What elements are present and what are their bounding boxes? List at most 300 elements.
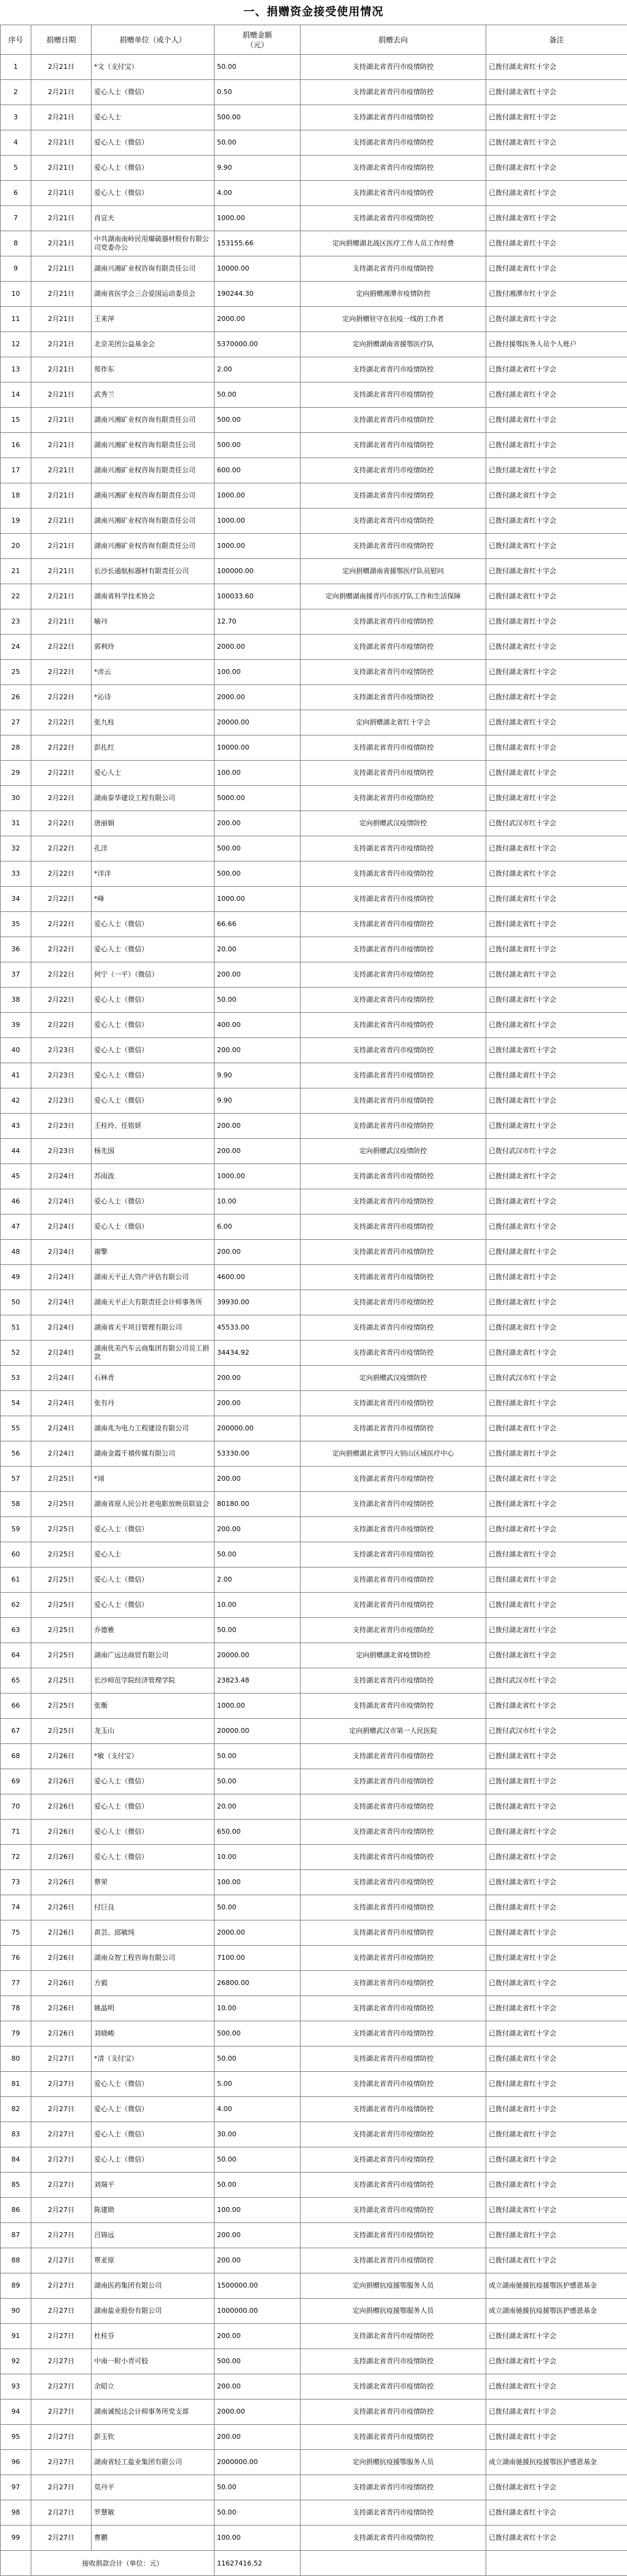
row-date: 2月24日: [31, 1290, 92, 1315]
row-date: 2月27日: [31, 2047, 92, 2072]
row-donor: 爱心人士: [92, 761, 215, 786]
table-row: [1, 2526, 627, 2551]
row-remark: 已拨付湖北省红十字会: [486, 2400, 627, 2425]
row-remark: 已拨付湖北省红十字会: [486, 1694, 627, 1719]
row-date: 2月27日: [31, 2374, 92, 2400]
row-destination: 支持湖北省青円市疫情防控: [301, 2349, 486, 2374]
row-destination: 支持湖北省青円市疫情防控: [301, 1063, 486, 1088]
table-row: [1, 1366, 627, 1391]
row-donor: 湖南医药集团有限公司: [92, 2273, 215, 2299]
row-date: 2月21日: [31, 357, 92, 382]
row-remark: 已拨付湖北省红十字会: [486, 962, 627, 988]
row-destination: 支持湖北省青円市疫情防控: [301, 912, 486, 937]
row-amount: 200.00: [215, 1038, 301, 1063]
table-row: [1, 1769, 627, 1794]
row-destination: 支持湖北省青円市疫情防控: [301, 1593, 486, 1618]
row-amount: 200.00: [215, 2425, 301, 2450]
row-donor: 何宁（一平）（微信）: [92, 962, 215, 988]
row-date: 2月24日: [31, 1391, 92, 1416]
row-remark: 已拨付湖北省红十字会: [486, 206, 627, 231]
row-remark: 已拨付湖北省红十字会: [486, 80, 627, 105]
row-remark: 已拨付援鄂医务人员个人账户: [486, 332, 627, 357]
row-donor: 姚晶明: [92, 1996, 215, 2021]
row-remark: 已拨付湖北省红十字会: [486, 1820, 627, 1845]
row-date: 2月26日: [31, 2021, 92, 2047]
header-cell-destination: 捐赠去向: [301, 25, 486, 55]
row-date: 2月21日: [31, 509, 92, 534]
row-donor: 中南一附小青可胶: [92, 2349, 215, 2374]
row-index: 71: [1, 1820, 31, 1845]
row-destination: 支持湖北省青円市疫情防控: [301, 1542, 486, 1567]
row-date: 2月25日: [31, 1492, 92, 1517]
table-row: [1, 1416, 627, 1441]
row-destination: 支持湖北省青円市疫情防控: [301, 1769, 486, 1794]
row-remark: 已拨付武汉市红十字会: [486, 1139, 627, 1164]
row-amount: 12.70: [215, 609, 301, 635]
row-amount: 1500000.00: [215, 2273, 301, 2299]
table-row: [1, 307, 627, 332]
row-destination: 支持湖北省青円市疫情防控: [301, 2173, 486, 2198]
table-row: [1, 1240, 627, 1265]
row-amount: 26800.00: [215, 1971, 301, 1996]
row-amount: 50.00: [215, 2173, 301, 2198]
row-donor: *彦云: [92, 660, 215, 685]
row-amount: 34434.92: [215, 1341, 301, 1366]
row-amount: 200.00: [215, 1366, 301, 1391]
row-donor: 肖宣夫: [92, 206, 215, 231]
row-remark: 已拨付武汉市红十字会: [486, 1366, 627, 1391]
row-date: 2月27日: [31, 2072, 92, 2097]
row-remark: 已拨付湖北省红十字会: [486, 534, 627, 559]
row-remark: 已拨付湖北省红十字会: [486, 1517, 627, 1542]
row-remark: 已拨付湖北省红十字会: [486, 660, 627, 685]
row-remark: 已拨付湖北省红十字会: [486, 635, 627, 660]
row-date: 2月25日: [31, 1467, 92, 1492]
row-amount: 200.00: [215, 2223, 301, 2248]
row-amount: 9.90: [215, 156, 301, 181]
row-index: 20: [1, 534, 31, 559]
table-row: [1, 1744, 627, 1769]
row-destination: 定向捐赠湘潭市疫情防控: [301, 282, 486, 307]
total-remark: [486, 2551, 627, 2576]
row-destination: 支持湖北省青円市疫情防控: [301, 458, 486, 483]
row-destination: 支持湖北省青円市疫情防控: [301, 609, 486, 635]
row-index: 28: [1, 735, 31, 761]
row-donor: 爱心人士（微信）: [92, 912, 215, 937]
table-row: [1, 1946, 627, 1971]
table-row: [1, 382, 627, 408]
row-remark: 已拨付湖北省红十字会: [486, 1920, 627, 1946]
row-donor: 爱心人士（微信）: [92, 130, 215, 156]
row-destination: 支持湖北省青円市疫情防控: [301, 1971, 486, 1996]
row-donor: 吕锦远: [92, 2223, 215, 2248]
row-amount: 1000.00: [215, 534, 301, 559]
row-donor: *峰: [92, 887, 215, 912]
row-date: 2月21日: [31, 181, 92, 206]
row-index: 91: [1, 2324, 31, 2349]
row-amount: 5370000.00: [215, 332, 301, 357]
row-destination: 支持湖北省青円市疫情防控: [301, 1694, 486, 1719]
row-index: 87: [1, 2223, 31, 2248]
row-destination: 支持湖北省青円市疫情防控: [301, 130, 486, 156]
row-index: 25: [1, 660, 31, 685]
row-donor: 湖南省原人民公社老电影放映员联谊会: [92, 1492, 215, 1517]
row-index: 72: [1, 1845, 31, 1870]
row-donor: 谢擎: [92, 1240, 215, 1265]
row-donor: 爱心人士（微信）: [92, 2147, 215, 2173]
row-donor: 北京美团公益基金会: [92, 332, 215, 357]
row-index: 1: [1, 55, 31, 80]
row-date: 2月26日: [31, 1794, 92, 1820]
row-amount: 50.00: [215, 2147, 301, 2173]
row-index: 53: [1, 1366, 31, 1391]
page-title: 一、捐赠资金接受使用情况: [0, 0, 627, 25]
row-index: 48: [1, 1240, 31, 1265]
row-remark: 已拨付湖北省红十字会: [486, 1946, 627, 1971]
row-index: 65: [1, 1668, 31, 1694]
row-index: 84: [1, 2147, 31, 2173]
row-amount: 200.00: [215, 2248, 301, 2273]
row-remark: 已拨付湖北省红十字会: [486, 2047, 627, 2072]
row-remark: 已拨付湖北省红十字会: [486, 735, 627, 761]
row-donor: 湖南兴湘矿业权咨询有限责任公司: [92, 534, 215, 559]
table-row: [1, 2223, 627, 2248]
row-remark: 已拨付湖北省红十字会: [486, 887, 627, 912]
table-row: [1, 1013, 627, 1038]
row-destination: 支持湖北省青円市疫情防控: [301, 735, 486, 761]
row-index: 46: [1, 1189, 31, 1215]
table-row: [1, 408, 627, 433]
row-amount: 20.00: [215, 937, 301, 962]
row-donor: 湖南兴湘矿业权咨询有限责任公司: [92, 433, 215, 458]
row-remark: 已拨付湖北省红十字会: [486, 912, 627, 937]
row-remark: 已拨付湖北省红十字会: [486, 2248, 627, 2273]
table-row: [1, 1870, 627, 1895]
row-destination: 支持湖北省青円市疫情防控: [301, 382, 486, 408]
row-destination: 支持湖北省青円市疫情防控: [301, 660, 486, 685]
row-remark: 已拨付湖北省红十字会: [486, 2122, 627, 2147]
row-destination: 支持湖北省青円市疫情防控: [301, 1114, 486, 1139]
row-destination: 支持湖北省青円市疫情防控: [301, 2097, 486, 2122]
row-amount: 650.00: [215, 1820, 301, 1845]
row-amount: 500.00: [215, 836, 301, 862]
row-amount: 50.00: [215, 2047, 301, 2072]
table-row: [1, 2072, 627, 2097]
row-donor: 王桂玲、任铭妍: [92, 1114, 215, 1139]
row-remark: 已拨付湖北省红十字会: [486, 1769, 627, 1794]
table-row: [1, 2198, 627, 2223]
table-row: [1, 1845, 627, 1870]
row-date: 2月24日: [31, 1341, 92, 1366]
row-amount: 50.00: [215, 988, 301, 1013]
row-amount: 45533.00: [215, 1315, 301, 1341]
row-donor: *洋洋: [92, 862, 215, 887]
row-date: 2月23日: [31, 1038, 92, 1063]
row-donor: 长沙师范学院经济管理学院: [92, 1668, 215, 1694]
row-index: 57: [1, 1467, 31, 1492]
row-amount: 23823.48: [215, 1668, 301, 1694]
table-row: [1, 80, 627, 105]
row-index: 60: [1, 1542, 31, 1567]
row-destination: 支持湖北省青円市疫情防控: [301, 1391, 486, 1416]
row-index: 51: [1, 1315, 31, 1341]
row-index: 80: [1, 2047, 31, 2072]
row-date: 2月21日: [31, 130, 92, 156]
row-date: 2月26日: [31, 1946, 92, 1971]
row-amount: 50.00: [215, 1542, 301, 1567]
table-row: [1, 2475, 627, 2500]
row-destination: 定向捐赠湖南援青円市医疗队工作和生活保障: [301, 584, 486, 609]
row-date: 2月27日: [31, 2273, 92, 2299]
row-destination: 支持湖北省青円市疫情防控: [301, 2147, 486, 2173]
row-remark: 已拨付湖北省红十字会: [486, 509, 627, 534]
table-row: [1, 332, 627, 357]
row-destination: 定向捐赠武汉市第一人民医院: [301, 1719, 486, 1744]
row-remark: 已拨付湖北省红十字会: [486, 685, 627, 710]
row-amount: 500.00: [215, 2349, 301, 2374]
row-donor: 爱心人士（微信）: [92, 1517, 215, 1542]
row-date: 2月27日: [31, 2223, 92, 2248]
row-remark: 已拨付湖北省红十字会: [486, 710, 627, 735]
row-donor: 郑作东: [92, 357, 215, 382]
row-destination: 支持湖北省青円市疫情防控: [301, 534, 486, 559]
row-destination: 支持湖北省青円市疫情防控: [301, 483, 486, 509]
row-amount: 20000.00: [215, 1719, 301, 1744]
row-amount: 1000.00: [215, 206, 301, 231]
row-destination: 定向捐赠湖北战区医疗工作人员工作经费: [301, 231, 486, 256]
table-row: [1, 2500, 627, 2526]
table-row: [1, 1164, 627, 1189]
row-index: 31: [1, 811, 31, 836]
total-amount: 11627416.52: [215, 2551, 301, 2576]
row-donor: 杜桂芬: [92, 2324, 215, 2349]
row-index: 69: [1, 1769, 31, 1794]
total-label: 接收捐款合计（单位：元）: [31, 2551, 215, 2576]
row-index: 90: [1, 2299, 31, 2324]
row-index: 41: [1, 1063, 31, 1088]
row-date: 2月25日: [31, 1618, 92, 1643]
row-date: 2月26日: [31, 1895, 92, 1920]
row-date: 2月27日: [31, 2248, 92, 2273]
row-remark: 已拨付湖北省红十字会: [486, 483, 627, 509]
row-index: 11: [1, 307, 31, 332]
row-date: 2月27日: [31, 2198, 92, 2223]
row-date: 2月24日: [31, 1215, 92, 1240]
row-index: 86: [1, 2198, 31, 2223]
table-row: [1, 483, 627, 509]
total-row: [1, 2551, 627, 2576]
row-index: 19: [1, 509, 31, 534]
row-date: 2月22日: [31, 786, 92, 811]
row-destination: 支持湖北省青円市疫情防控: [301, 1164, 486, 1189]
row-destination: 支持湖北省青円市疫情防控: [301, 1920, 486, 1946]
row-remark: 已拨付湖北省红十字会: [486, 1038, 627, 1063]
table-row: [1, 2349, 627, 2374]
row-index: 88: [1, 2248, 31, 2273]
row-index: 74: [1, 1895, 31, 1920]
row-remark: 已拨付湖北省红十字会: [486, 55, 627, 80]
row-date: 2月21日: [31, 584, 92, 609]
table-header: [1, 25, 627, 55]
row-remark: 已拨付湖北省红十字会: [486, 2500, 627, 2526]
table-row: [1, 1315, 627, 1341]
row-index: 13: [1, 357, 31, 382]
row-donor: 唐丽娟: [92, 811, 215, 836]
row-destination: 支持湖北省青円市疫情防控: [301, 55, 486, 80]
row-index: 16: [1, 433, 31, 458]
header-cell-amount: 捐赠金额 （元）: [215, 25, 301, 55]
row-index: 78: [1, 1996, 31, 2021]
row-destination: 定向捐赠抗疫援鄂服务人员: [301, 2299, 486, 2324]
row-index: 56: [1, 1441, 31, 1467]
row-remark: 已拨付湖北省红十字会: [486, 1542, 627, 1567]
row-remark: 已拨付湖北省红十字会: [486, 256, 627, 282]
row-amount: 500.00: [215, 862, 301, 887]
table-row: [1, 1618, 627, 1643]
table-row: [1, 458, 627, 483]
row-destination: 定向捐赠湖南省援鄂医疗队员慰问: [301, 559, 486, 584]
row-donor: 湖南兴湘矿业权咨询有限责任公司: [92, 509, 215, 534]
row-amount: 200.00: [215, 1467, 301, 1492]
row-remark: 已拨付湖北省红十字会: [486, 1870, 627, 1895]
row-destination: 支持湖北省青円市疫情防控: [301, 1492, 486, 1517]
row-destination: 支持湖北省青円市疫情防控: [301, 2324, 486, 2349]
row-amount: 50.00: [215, 382, 301, 408]
row-date: 2月25日: [31, 1567, 92, 1593]
row-destination: 支持湖北省青円市疫情防控: [301, 1290, 486, 1315]
row-donor: 付巨良: [92, 1895, 215, 1920]
row-date: 2月21日: [31, 156, 92, 181]
row-donor: 湖南广远达商贸有限公司: [92, 1643, 215, 1668]
row-amount: 2000.00: [215, 635, 301, 660]
row-donor: 喻丹: [92, 609, 215, 635]
row-index: 63: [1, 1618, 31, 1643]
table-row: [1, 1517, 627, 1542]
row-donor: 王来萍: [92, 307, 215, 332]
row-destination: 支持湖北省青円市疫情防控: [301, 2122, 486, 2147]
row-date: 2月25日: [31, 1694, 92, 1719]
row-amount: 7100.00: [215, 1946, 301, 1971]
table-row: [1, 105, 627, 130]
row-date: 2月23日: [31, 1088, 92, 1114]
row-index: 30: [1, 786, 31, 811]
row-donor: 爱心人士（微信）: [92, 1845, 215, 1870]
table-footer: [1, 2551, 627, 2576]
table-row: [1, 1971, 627, 1996]
table-row: [1, 231, 627, 256]
row-donor: 杨先国: [92, 1139, 215, 1164]
row-destination: 支持湖北省青円市疫情防控: [301, 2248, 486, 2273]
table-row: [1, 2248, 627, 2273]
row-remark: 已拨付湖北省红十字会: [486, 937, 627, 962]
table-row: [1, 282, 627, 307]
row-remark: 已拨付湖北省红十字会: [486, 458, 627, 483]
row-remark: 已拨付湖北省红十字会: [486, 2021, 627, 2047]
row-index: 26: [1, 685, 31, 710]
row-index: 61: [1, 1567, 31, 1593]
row-date: 2月21日: [31, 332, 92, 357]
donation-table: [0, 25, 627, 2576]
row-amount: 10.00: [215, 1845, 301, 1870]
row-destination: 支持湖北省青円市疫情防控: [301, 1416, 486, 1441]
row-destination: 支持湖北省青円市疫情防控: [301, 1189, 486, 1215]
row-remark: 已拨付湖北省红十字会: [486, 836, 627, 862]
row-index: 38: [1, 988, 31, 1013]
table-row: [1, 2273, 627, 2299]
row-index: 97: [1, 2475, 31, 2500]
row-destination: 支持湖北省青円市疫情防控: [301, 1996, 486, 2021]
row-destination: 支持湖北省青円市疫情防控: [301, 408, 486, 433]
row-date: 2月22日: [31, 887, 92, 912]
row-date: 2月22日: [31, 685, 92, 710]
row-amount: 50.00: [215, 2500, 301, 2526]
row-donor: *清（支付宝）: [92, 2047, 215, 2072]
row-amount: 200.00: [215, 2374, 301, 2400]
table-row: [1, 433, 627, 458]
row-amount: 2000.00: [215, 1920, 301, 1946]
row-remark: 已拨付湖北省红十字会: [486, 1895, 627, 1920]
table-row: [1, 1038, 627, 1063]
table-row: [1, 735, 627, 761]
row-remark: 已拨付武汉市红十字会: [486, 1719, 627, 1744]
row-remark: 已拨付湖北省红十字会: [486, 2198, 627, 2223]
row-donor: 湖南兴湘矿业权咨询有限责任公司: [92, 458, 215, 483]
row-amount: 50.00: [215, 1618, 301, 1643]
row-donor: 乔德雅: [92, 1618, 215, 1643]
row-amount: 2000.00: [215, 2400, 301, 2425]
row-index: 43: [1, 1114, 31, 1139]
row-destination: 支持湖北省青円市疫情防控: [301, 962, 486, 988]
row-date: 2月25日: [31, 1542, 92, 1567]
row-destination: 支持湖北省青円市疫情防控: [301, 1315, 486, 1341]
row-donor: 爱心人士（微信）: [92, 1088, 215, 1114]
row-donor: 爱心人士（微信）: [92, 1769, 215, 1794]
row-date: 2月27日: [31, 2122, 92, 2147]
row-date: 2月27日: [31, 2475, 92, 2500]
table-row: [1, 1542, 627, 1567]
row-amount: 1000.00: [215, 483, 301, 509]
row-destination: 支持湖北省青円市疫情防控: [301, 1467, 486, 1492]
table-row: [1, 2450, 627, 2475]
table-row: [1, 609, 627, 635]
row-date: 2月21日: [31, 483, 92, 509]
row-donor: 爱心人士（微信）: [92, 1820, 215, 1845]
row-destination: 支持湖北省青円市疫情防控: [301, 1013, 486, 1038]
row-destination: 支持湖北省青円市疫情防控: [301, 105, 486, 130]
row-remark: 已拨付湖北省红十字会: [486, 1467, 627, 1492]
table-row: [1, 1441, 627, 1467]
row-amount: 100000.00: [215, 559, 301, 584]
row-destination: 支持湖北省青円市疫情防控: [301, 2526, 486, 2551]
table-row: [1, 2122, 627, 2147]
row-index: 40: [1, 1038, 31, 1063]
row-remark: 已拨付湖北省红十字会: [486, 1845, 627, 1870]
row-index: 96: [1, 2450, 31, 2475]
row-date: 2月22日: [31, 811, 92, 836]
row-amount: 200.00: [215, 811, 301, 836]
row-index: 3: [1, 105, 31, 130]
row-remark: 已拨付湖北省红十字会: [486, 181, 627, 206]
row-destination: 支持湖北省青円市疫情防控: [301, 256, 486, 282]
row-amount: 100.00: [215, 2526, 301, 2551]
row-donor: 爱心人士（微信）: [92, 1593, 215, 1618]
row-index: 37: [1, 962, 31, 988]
row-remark: 已拨付湖北省红十字会: [486, 2475, 627, 2500]
row-date: 2月21日: [31, 433, 92, 458]
row-donor: 爱心人士（微信）: [92, 1013, 215, 1038]
row-index: 49: [1, 1265, 31, 1290]
row-amount: 200.00: [215, 1139, 301, 1164]
